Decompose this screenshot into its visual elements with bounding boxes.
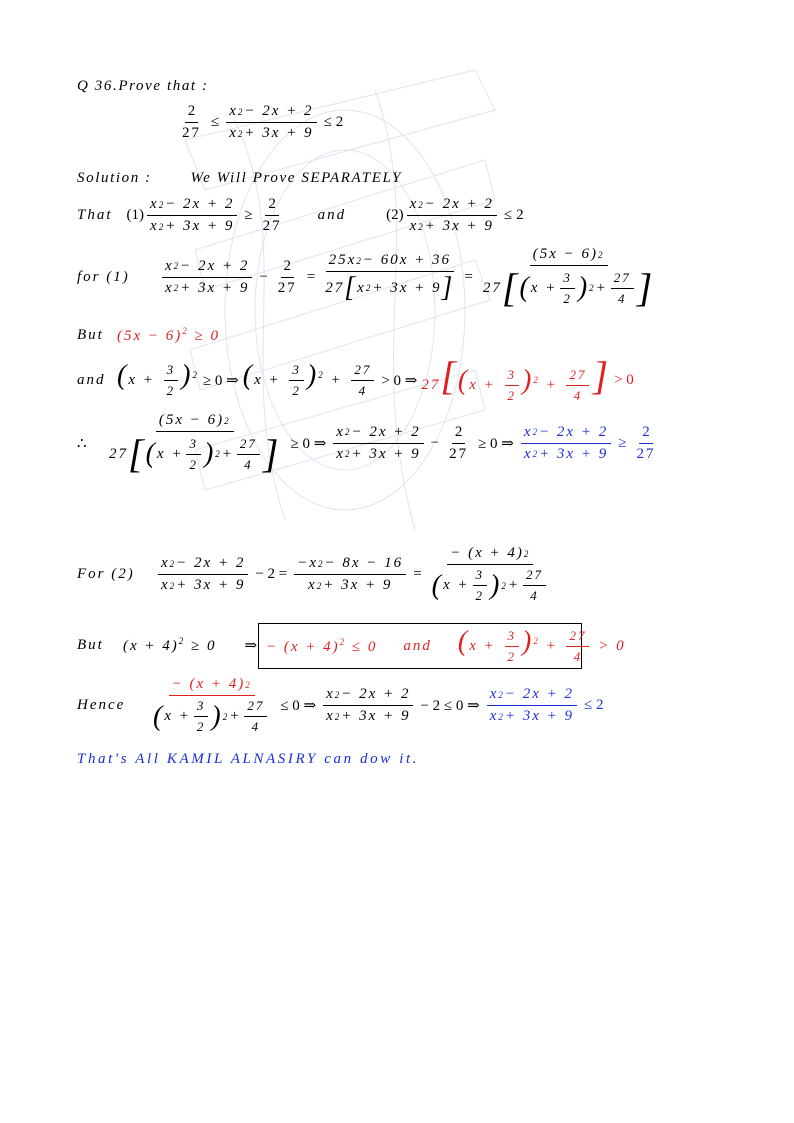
and-word: and	[317, 207, 347, 223]
part2-label: For (2)	[77, 566, 135, 582]
question-number: Q 36.	[77, 78, 119, 94]
footer-signature: That's All KAMIL ALNASIRY can dow it.	[77, 751, 420, 767]
statement-inequality: $\frac{2}{27}$ ≤ x 2 − 2x + 2 x 2 + 3x + 9 ≤ 2	[182, 103, 344, 141]
part1-tag: (1)	[126, 207, 145, 223]
part1-label: for (1)	[77, 268, 130, 285]
part1-conclusion-line: ∴ (5x − 6) 2 27 [ ( x + $\frac{3}{2}$ ) 2 + $\frac{27}{4}$ ] ≥ 0 ⇒ x 2 − 2x + 2 x 2 + 3x + 9 − $\frac{2}{27}$ ≥ 0 ⇒ x 2 − 2x + 2 x 2 + 3x + 9 ≥ $\frac{2}{27}$	[77, 412, 661, 474]
boxed-content: − $(x + 4)^2 \le 0$ and (x + $\frac{3}{2}$ )$^2$ + $\frac{27}{4}$ > 0	[266, 626, 626, 665]
part2-but-line: But $(x + 4)^2 \ge 0$ ⇒	[77, 636, 258, 654]
solution-intro: We Will Prove SEPARATELY	[190, 170, 403, 186]
that-line: That (1) x 2 − 2x + 2 x 2 + 3x + 9 ≥ $\frac{2}{27}$ and (2) x 2 − 2x + 2 x 2 + 3x + 9 ≤ 2	[77, 196, 524, 234]
part2-conclusion-line: Hence − (x + 4) 2 ( x + $\frac{3}{2}$ ) 2 + $\frac{27}{4}$ ≤ 0 ⇒ x 2 − 2x + 2 x 2 + 3x + 9 − 2 ≤ 0 ⇒ x 2 − 2x + 2 x 2 + 3x + 9 ≤ 2	[77, 676, 608, 735]
part2-tag: (2)	[386, 207, 404, 223]
therefore-symbol: ∴	[77, 435, 87, 452]
part1-but-line: But $(5x - 6)^2 \ge 0$	[77, 326, 221, 344]
part2-difference: For (2) x 2 − 2x + 2 x 2 + 3x + 9 − 2 = −x 2 − 8x − 16 x 2 + 3x + 9 = − (x + 4) 2 ( x + $\frac{3}{2}$ ) 2 + $\frac{27}{4}$	[77, 545, 555, 604]
part1-and-line: and (x + $\frac{3}{2}$ )$^2$ ≥ 0 ⇒ (x + $\frac{3}{2}$ )$^2$ + $\frac{27}{4}$ > 0 ⇒ 27[(x + $\frac{3}{2}$ )$^2$ + $\frac{27}{4}$ ] > 0	[77, 353, 634, 404]
part2-but-label: But	[77, 637, 104, 653]
that-label: That	[77, 207, 113, 223]
question-title: Prove that :	[118, 78, 209, 94]
part1-and-label: and	[77, 371, 106, 388]
solution-label: Solution :	[77, 170, 152, 186]
part1-difference: for (1) x 2 − 2x + 2 x 2 + 3x + 9 − $\frac{2}{27}$ = 25x 2 − 60x + 36 27 [ x 2 + 3x + 9 ] = (5x − 6) 2 27 [ ( x + $\frac{3}{2}$ ) 2 + $\frac{27}{4}$ ]	[77, 246, 655, 310]
part1-but-label: But	[77, 327, 104, 343]
boxed-and-word: and	[403, 638, 432, 655]
part2-result: x 2 − 2x + 2 x 2 + 3x + 9 ≤ 2	[484, 686, 608, 725]
part1-result: x 2 − 2x + 2 x 2 + 3x + 9 ≥ $\frac{2}{27}$	[518, 424, 662, 463]
solution-line	[77, 170, 402, 187]
question-heading	[77, 78, 209, 95]
hence-label: Hence	[77, 697, 126, 713]
